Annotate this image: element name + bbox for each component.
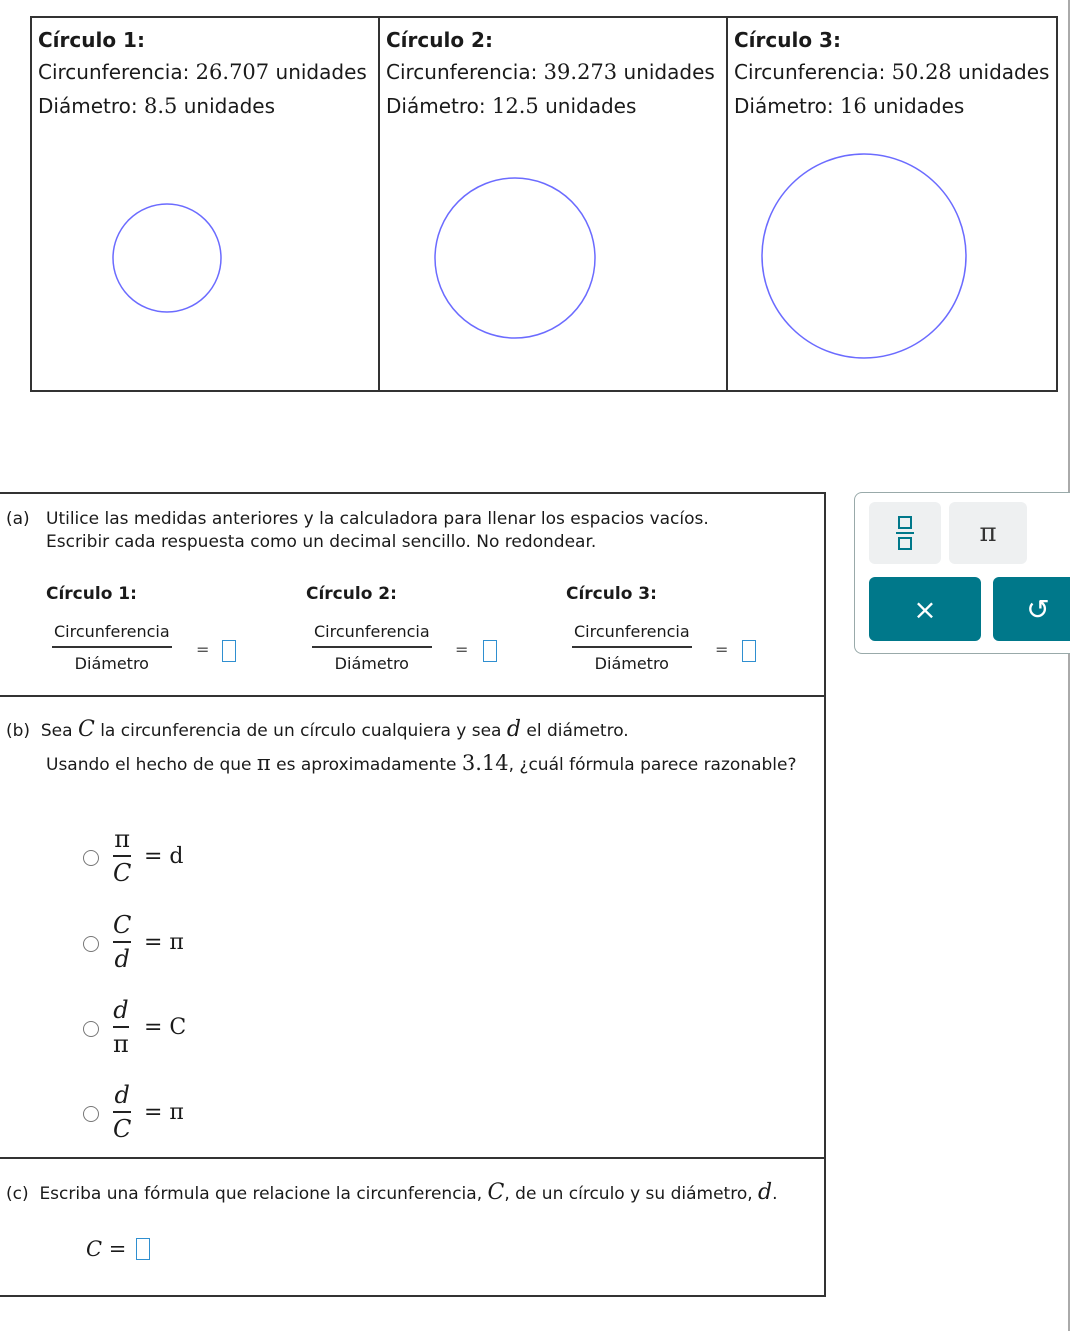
fraction-icon — [896, 516, 914, 550]
option-2-rhs: = π — [144, 930, 184, 955]
part-a-instruction-1: Utilice las medidas anteriores y la calculadora para llenar los espacios vacíos. — [46, 509, 709, 529]
math-keypad — [854, 492, 1070, 654]
pi-key[interactable]: π — [949, 502, 1027, 564]
circle-1-title: Círculo 1: — [38, 28, 145, 52]
ratio-3-equals: = — [715, 640, 729, 659]
part-a-label: (a) — [6, 509, 30, 529]
ratio-1-fraction — [52, 622, 172, 673]
part-c-line: (c) Escriba una fórmula que relacione la circunferencia, C, de un círculo y su diámetro, d. — [6, 1180, 778, 1205]
ratio-3-numerator: Circunferencia — [574, 622, 690, 641]
circle-1-diameter: Diámetro: 8.5 unidades — [38, 94, 276, 118]
circle-2-cell — [378, 18, 726, 390]
option-2-radio[interactable] — [83, 936, 99, 952]
ratio-2-fraction-bar — [312, 646, 432, 648]
ratio-3-denominator: Diámetro — [594, 653, 669, 673]
part-b-line-1: (b) Sea C la circunferencia de un círculo cualquiera y sea d el diámetro. — [6, 717, 629, 742]
ratio-1-equals: = — [196, 640, 210, 659]
part-c-answer-box[interactable] — [136, 1238, 150, 1260]
circle-3-shape — [762, 154, 966, 358]
part-a-heading-3: Círculo 3: — [566, 584, 657, 604]
part-a-heading-2: Círculo 2: — [306, 584, 397, 604]
option-3-fraction: d π — [113, 996, 129, 1058]
option-4-fraction: d C — [113, 1081, 132, 1143]
undo-key[interactable]: ↺ — [993, 577, 1070, 641]
ratio-3-fraction-bar — [572, 646, 692, 648]
circle-3-cell — [726, 18, 1056, 390]
circle-1-cell — [32, 18, 378, 390]
ratio-1-denominator: Diámetro — [74, 653, 149, 673]
option-4-rhs: = π — [144, 1100, 184, 1125]
circle-3-drawing — [728, 18, 1058, 390]
part-a-heading-1: Círculo 1: — [46, 584, 137, 604]
ratio-2-denominator: Diámetro — [334, 653, 409, 673]
option-4-radio[interactable] — [83, 1106, 99, 1122]
circle-1-shape — [113, 204, 221, 312]
circle-3-diameter: Diámetro: 16 unidades — [734, 94, 965, 118]
circle-2-diameter: Diámetro: 12.5 unidades — [386, 94, 637, 118]
ratio-2-equals: = — [455, 640, 469, 659]
option-2-fraction: C d — [113, 911, 132, 973]
ratio-2-answer-box[interactable] — [483, 640, 497, 662]
circles-figure — [30, 16, 1058, 392]
option-3-radio[interactable] — [83, 1021, 99, 1037]
circle-2-drawing — [380, 18, 728, 390]
circle-2-shape — [435, 178, 595, 338]
part-b-line-2: Usando el hecho de que π es aproximadamente 3.14, ¿cuál fórmula parece razonable? — [46, 751, 797, 775]
option-3-rhs: = C — [144, 1015, 187, 1040]
divider-a-b — [0, 695, 826, 697]
circle-1-drawing — [32, 18, 378, 390]
clear-key[interactable]: × — [869, 577, 981, 641]
option-1-rhs: = d — [144, 844, 184, 869]
fraction-key[interactable] — [869, 502, 941, 564]
option-1-radio[interactable] — [83, 850, 99, 866]
ratio-2-fraction — [312, 622, 432, 673]
ratio-1-answer-box[interactable] — [222, 640, 236, 662]
part-a-instruction-2: Escribir cada respuesta como un decimal sencillo. No redondear. — [46, 532, 597, 552]
option-1-fraction: π C — [113, 825, 132, 887]
ratio-1-numerator: Circunferencia — [54, 622, 170, 641]
circle-3-circumference: Circunferencia: 50.28 unidades — [734, 60, 1050, 84]
part-c-lhs: C = — [86, 1237, 127, 1261]
circle-1-circumference: Circunferencia: 26.707 unidades — [38, 60, 367, 84]
ratio-3-answer-box[interactable] — [742, 640, 756, 662]
circle-2-circumference: Circunferencia: 39.273 unidades — [386, 60, 715, 84]
ratio-1-fraction-bar — [52, 646, 172, 648]
divider-b-c — [0, 1157, 826, 1159]
ratio-3-fraction — [572, 622, 692, 673]
circle-3-title: Círculo 3: — [734, 28, 841, 52]
ratio-2-numerator: Circunferencia — [314, 622, 430, 641]
circle-2-title: Círculo 2: — [386, 28, 493, 52]
question-panel — [0, 492, 826, 1297]
